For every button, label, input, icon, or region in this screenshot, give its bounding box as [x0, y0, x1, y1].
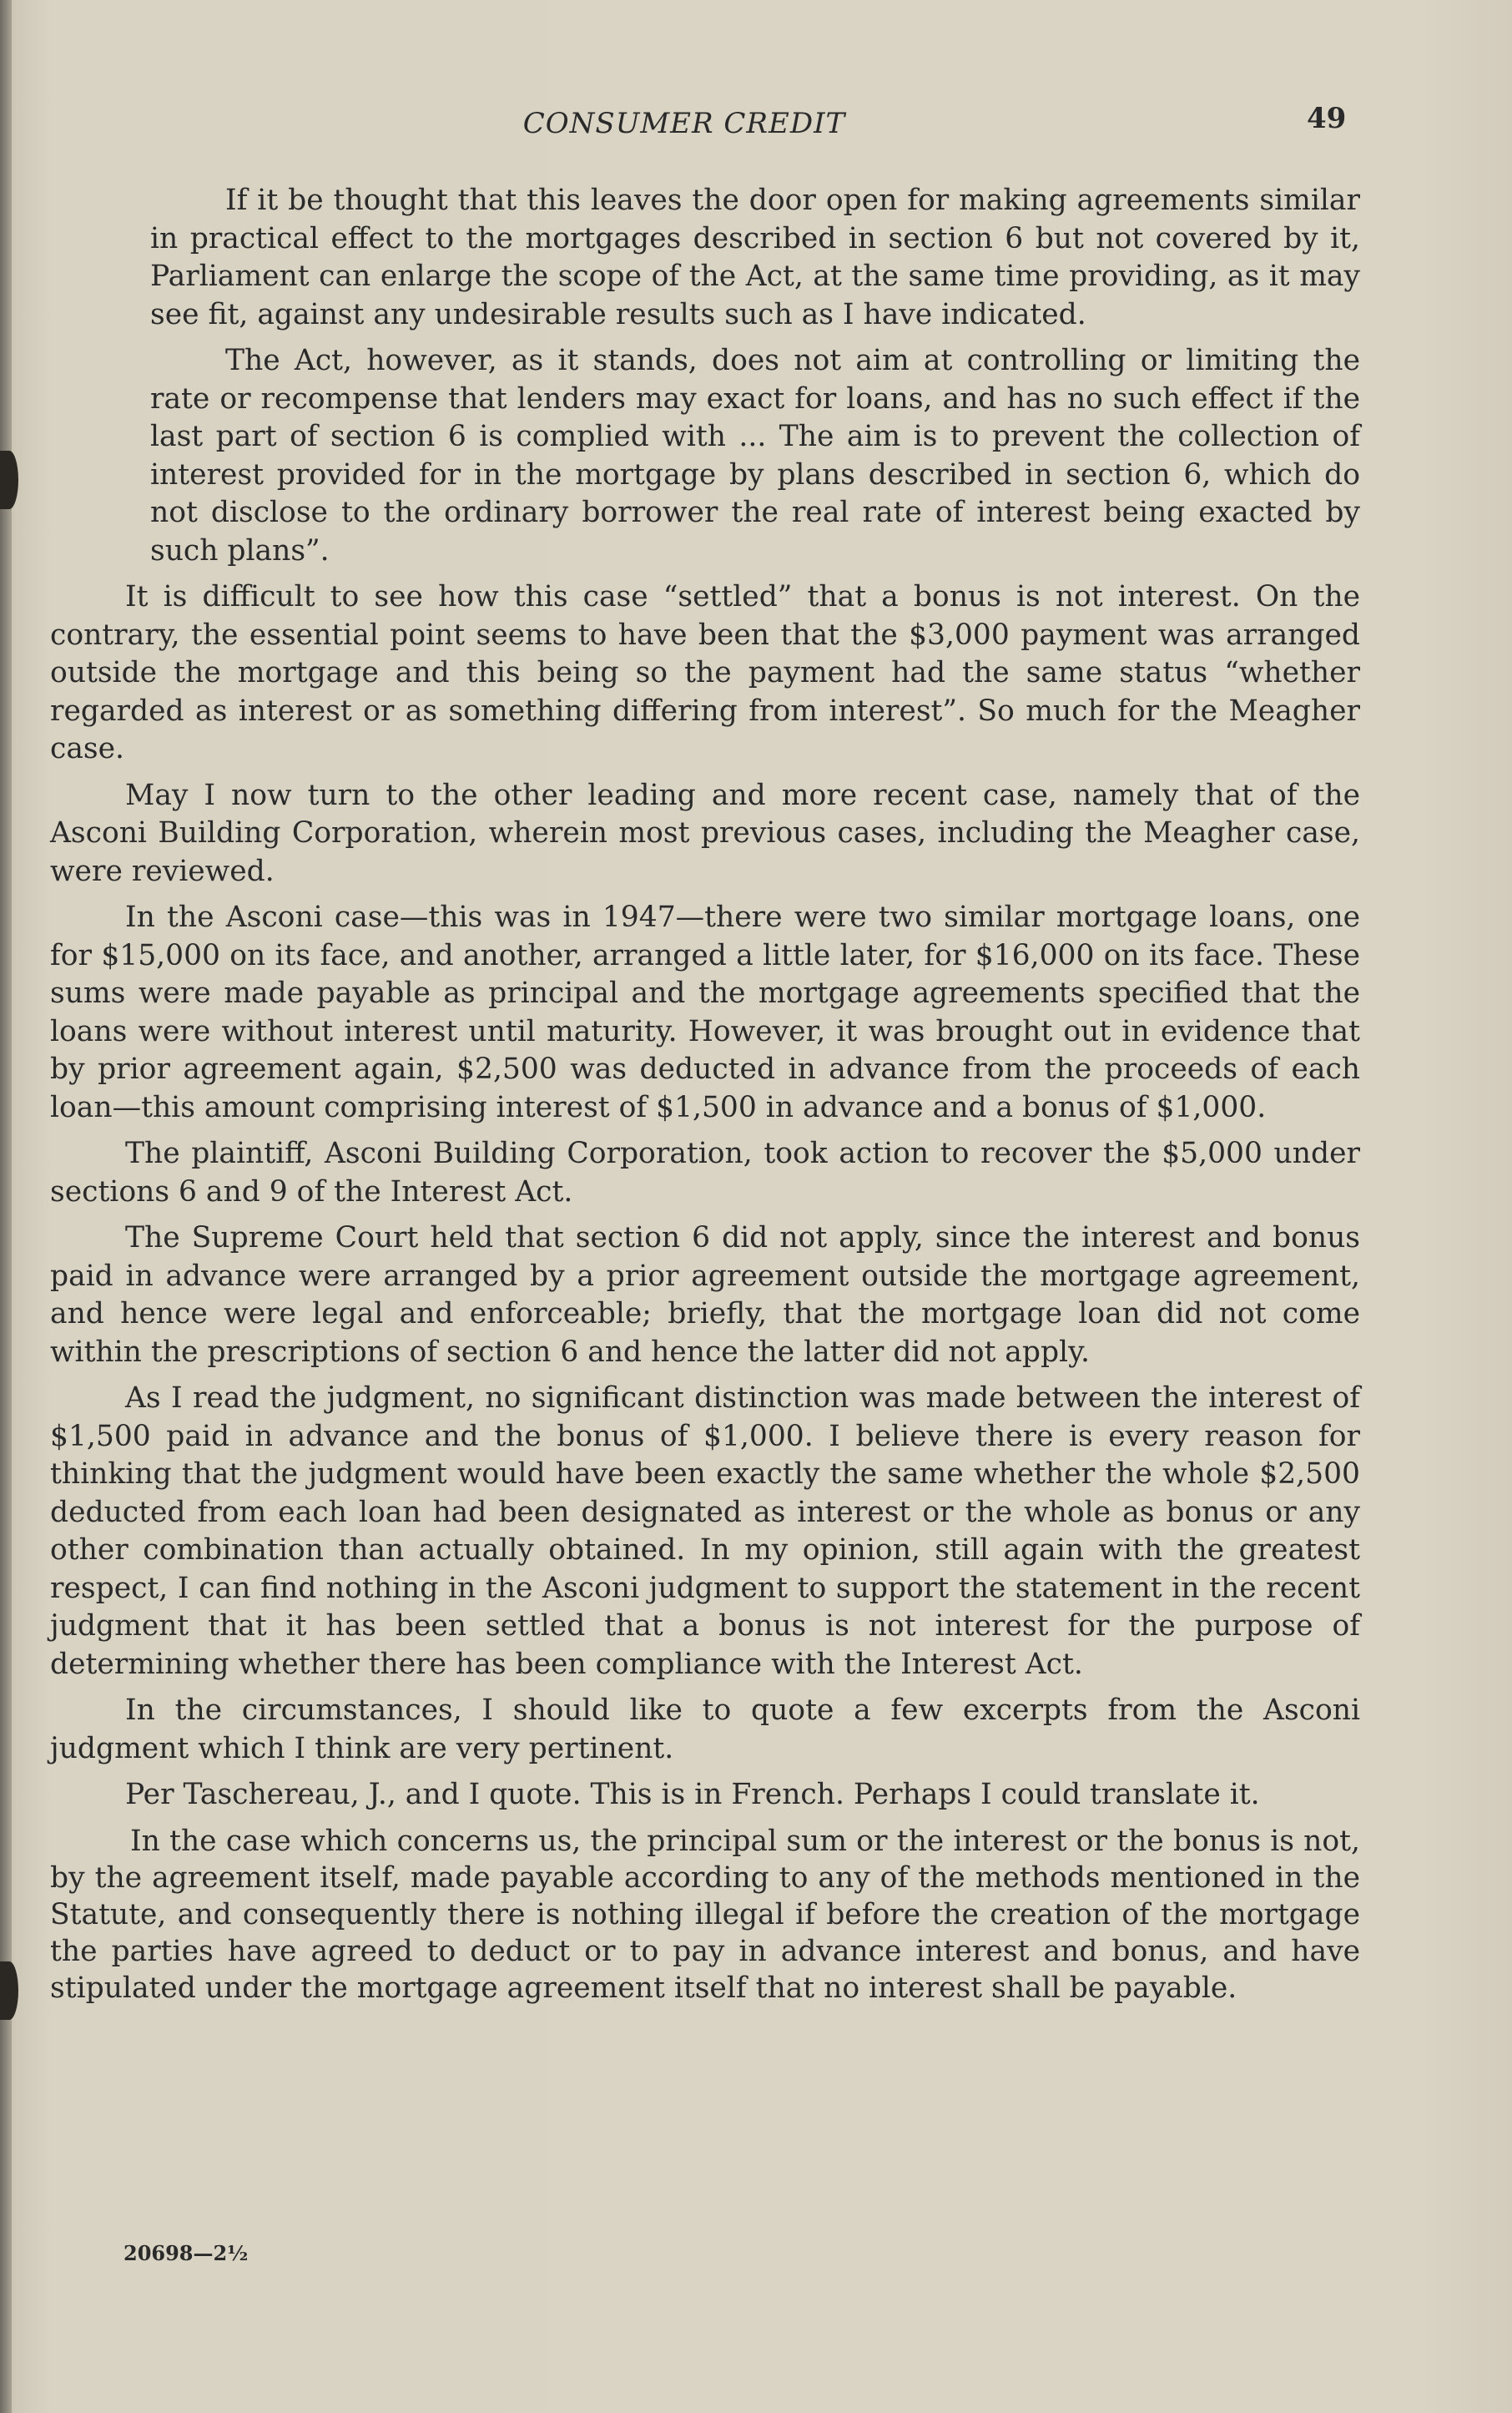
body-text: [50, 182, 1360, 2015]
paragraph: As I read the judgment, no significant distinction was made between the interest of $1,500 paid in advance and the bonus of $1,000. I believe there is every reason for thinking that the judgment would have been exactly the same whether the whole $2,500 deducted from each loan had been designated as interest or the whole as bonus or any other combination than actually obtained. In my opinion, still again with the greatest respect, I can find nothing in the Asconi judgment to support the statement in the recent judgment that it has been settled that a bonus is not interest for the purpose of determining whether there has been compliance with the Interest Act.: [50, 1381, 1360, 1681]
quoted-translation: In the case which concerns us, the principal sum or the interest or the bonus is not, by the agreement itself, made payable according to any of the methods mentioned in the Statute, and consequently there is nothing illegal if before the creation of the mortgage the parties have agreed to deduct or to pay in advance interest and bonus, and have stipulated under the mortgage agreement itself that no interest shall be payable.: [50, 1824, 1360, 2005]
footer-code: 20698—2½: [123, 2241, 249, 2265]
quoted-paragraph: The Act, however, as it stands, does not aim at controlling or limiting the rate or recompense that lenders may exact for loans, and has no such effect if the last part of section 6 is complied with ... The aim is to prevent the collection of interest provided for in the mortgage by plans described in section 6, which do not disclose to the ordinary borrower the real rate of interest being exacted by such plans”.: [150, 344, 1360, 568]
quoted-paragraph: If it be thought that this leaves the door open for making agreements similar in practical effect to the mortgages described in section 6 but not covered by it, Parliament can enlarge the scope of the Act, at the same time providing, as it may see fit, against any undesirable results such as I have indicated.: [150, 184, 1360, 331]
binding-hole: [0, 451, 18, 509]
running-header: CONSUMER CREDIT: [522, 107, 846, 140]
paragraph: In the circumstances, I should like to quote a few excerpts from the Asconi judgment which I think are very pertinent.: [50, 1694, 1360, 1765]
paragraph: It is difficult to see how this case “settled” that a bonus is not interest. On the contrary, the essential point seems to have been that the $3,000 payment was arranged outside the mortgage and this being so the payment had the same status “whether regarded as interest or as something differing from interest”. So much for the Meagher case.: [50, 580, 1360, 765]
paragraph: The Supreme Court held that section 6 did not apply, since the interest and bonus paid in advance were arranged by a prior agreement outside the mortgage agreement, and hence were legal and enforceable; briefly, that the mortgage loan did not come within the prescriptions of section 6 and hence the latter did not apply.: [50, 1221, 1360, 1369]
page-binding-edge: [0, 0, 12, 2413]
paragraph: May I now turn to the other leading and more recent case, namely that of the Asconi Building Corporation, wherein most previous cases, including the Meagher case, were reviewed.: [50, 778, 1360, 888]
binding-hole: [0, 1961, 18, 2020]
paragraph: In the Asconi case—this was in 1947—there were two similar mortgage loans, one for $15,000 on its face, and another, arranged a little later, for $16,000 on its face. These sums were made payable as principal and the mortgage agreements specified that the loans were without interest until maturity. However, it was brought out in evidence that by prior agreement again, $2,500 was deducted in advance from the proceeds of each loan—this amount comprising interest of $1,500 in advance and a bonus of $1,000.: [50, 901, 1360, 1124]
paragraph: The plaintiff, Asconi Building Corporation, took action to recover the $5,000 under sections 6 and 9 of the Interest Act.: [50, 1137, 1360, 1209]
page-number: 49: [1307, 102, 1347, 135]
paragraph: Per Taschereau, J., and I quote. This is in French. Perhaps I could translate it.: [125, 1778, 1260, 1811]
